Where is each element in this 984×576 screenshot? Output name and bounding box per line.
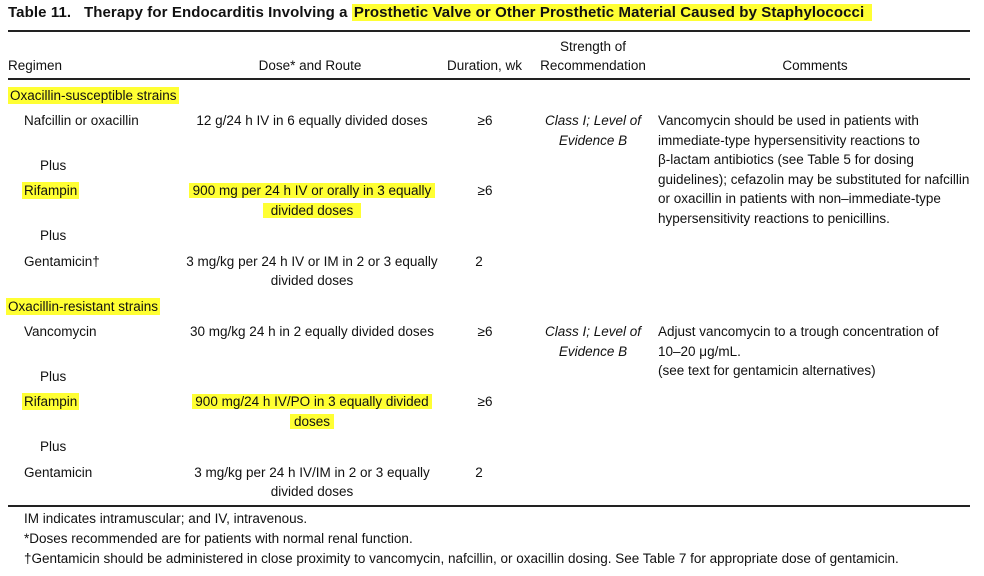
section2-comment-line: (see text for gentamicin alternatives): [658, 363, 876, 378]
section1-drug-rifampin: Rifampin: [24, 183, 78, 198]
section1-dose-gentamicin-line1: 3 mg/kg per 24 h IV or IM in 2 or 3 equally: [186, 254, 438, 269]
section2-strength-line1: Class I; Level of: [544, 324, 642, 339]
section1-plus-2: Plus: [40, 228, 67, 243]
section2-plus-2: Plus: [40, 439, 67, 454]
section2-drug-vancomycin: Vancomycin: [24, 324, 97, 339]
table-title-highlighted: Prosthetic Valve or Other Prosthetic Material Caused by Staphylococci: [352, 4, 872, 21]
section1-comment-line: or oxacillin in patients with non–immediate-type: [658, 191, 941, 206]
section2-dose-rifampin-line2-text: doses: [290, 414, 334, 429]
section2-plus-1: Plus: [40, 369, 67, 384]
section2-drug-rifampin: Rifampin: [24, 394, 78, 409]
footnote-dose: *Doses recommended are for patients with normal renal function.: [24, 531, 413, 546]
section1-dose-nafcillin: 12 g/24 h IV in 6 equally divided doses: [196, 113, 428, 128]
section1-drug-nafcillin: Nafcillin or oxacillin: [24, 113, 139, 128]
header-strength-line2: Recommendation: [540, 58, 646, 73]
section1-duration-gentamicin: 2: [475, 254, 483, 269]
section2-dose-vancomycin: 30 mg/kg 24 h in 2 equally divided doses: [190, 324, 434, 339]
section1-comment-line: immediate-type hypersensitivity reactions to: [658, 133, 920, 148]
title-rule: [8, 30, 970, 32]
section2-heading: Oxacillin-resistant strains: [8, 299, 159, 314]
section2-comment-line: Adjust vancomycin to a trough concentration of: [658, 324, 939, 339]
section1-heading: Oxacillin-susceptible strains: [10, 88, 177, 103]
section1-comment-line: Vancomycin should be used in patients with: [658, 113, 919, 128]
section1-duration-nafcillin: ≥6: [477, 113, 493, 128]
footer-rule: [8, 505, 970, 507]
section1-drug-gentamicin: Gentamicin†: [24, 254, 100, 269]
section1-plus-1: Plus: [40, 158, 67, 173]
section1-dose-rifampin-line2: [180, 202, 444, 219]
section1-comment-line: guidelines); cefazolin may be substituted for nafcillin: [658, 172, 970, 187]
table-title: [8, 4, 872, 21]
section1-strength-line2: Evidence B: [558, 133, 628, 148]
section2-comment-line: 10–20 μg/mL.: [658, 344, 741, 359]
section1-dose-gentamicin-line2: divided doses: [270, 273, 354, 288]
section1-dose-rifampin-line1-text: 900 mg per 24 h IV or orally in 3 equally: [189, 183, 436, 198]
section2-duration-rifampin: ≥6: [477, 394, 493, 409]
section2-dose-rifampin-line1: [180, 393, 444, 410]
header-strength-line1: Strength of: [559, 39, 627, 54]
section2-dose-gentamicin-line2: divided doses: [270, 484, 354, 499]
header-regimen: Regimen: [8, 58, 63, 73]
footnote-gentamicin: †Gentamicin should be administered in close proximity to vancomycin, nafcillin, or oxacillin dosing. See Table 7 for appropriate dose of gentamicin.: [24, 551, 899, 566]
header-dose: Dose* and Route: [258, 58, 362, 73]
section2-duration-gentamicin: 2: [475, 465, 483, 480]
section1-duration-rifampin: ≥6: [477, 183, 493, 198]
header-comments: Comments: [782, 58, 848, 73]
section1-strength-line1: Class I; Level of: [544, 113, 642, 128]
footnote-abbreviations: IM indicates intramuscular; and IV, intravenous.: [24, 511, 308, 526]
section2-strength-line2: Evidence B: [558, 344, 628, 359]
header-duration: Duration, wk: [447, 58, 523, 73]
section1-dose-rifampin-line2-text: divided doses: [263, 203, 362, 218]
section1-dose-rifampin-line1: [180, 182, 444, 199]
table-title-prefix: Table 11. Therapy for Endocarditis Involving a: [8, 4, 352, 21]
section2-dose-rifampin-line2: [180, 413, 444, 430]
section2-dose-gentamicin-line1: 3 mg/kg per 24 h IV/IM in 2 or 3 equally: [194, 465, 430, 480]
section1-comment-line: hypersensitivity reactions to penicillins.: [658, 211, 890, 226]
header-rule: [8, 78, 970, 80]
section1-comment-line: β-lactam antibiotics (see Table 5 for dosing: [658, 152, 914, 167]
section2-drug-gentamicin: Gentamicin: [24, 465, 93, 480]
section2-dose-rifampin-line1-text: 900 mg/24 h IV/PO in 3 equally divided: [192, 394, 431, 409]
section2-duration-vancomycin: ≥6: [477, 324, 493, 339]
